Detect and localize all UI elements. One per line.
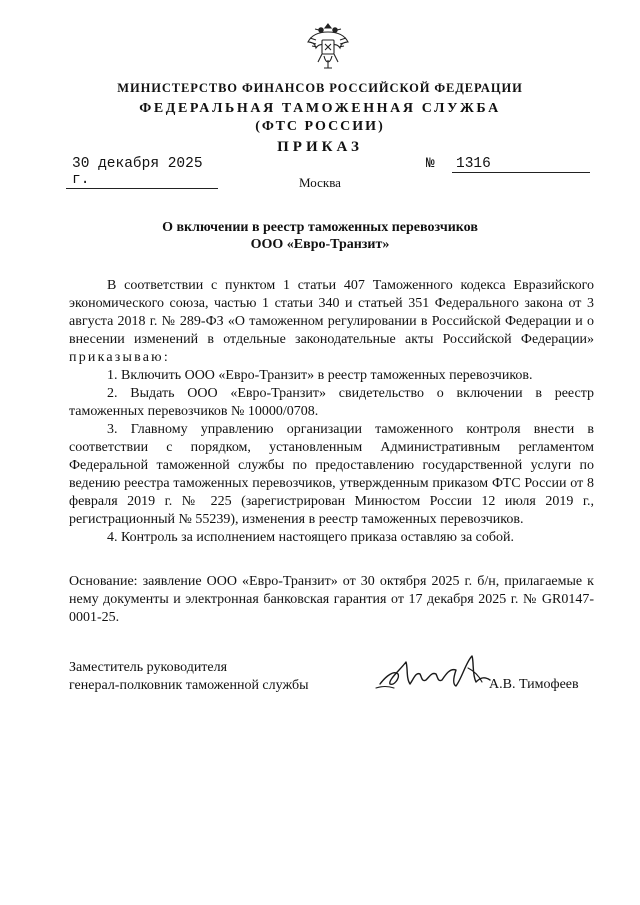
basis-paragraph: Основание: заявление ООО «Евро-Транзит» от 30 октября 2025 г. б/н, прилагаемые к нему документы и электронная банковская гарантия от 17 декабря 2025 г. № GR0147-0001-25. [69, 574, 594, 625]
document-type-title: ПРИКАЗ [277, 139, 363, 155]
order-body [69, 277, 594, 547]
service-abbreviation: (ФТС РОССИИ) [255, 119, 385, 134]
signer-position-line-1: Заместитель руководителя [69, 660, 228, 675]
preamble-paragraph [69, 277, 594, 367]
order-subject-line-2: ООО «Евро-Транзит» [250, 237, 390, 252]
order-item-1: 1. Включить ООО «Евро-Транзит» в реестр таможенных перевозчиков. [107, 368, 533, 383]
signer-position-line-2: генерал-полковник таможенной службы [69, 678, 309, 693]
order-subject-line-1: О включении в реестр таможенных перевозчиков [162, 220, 478, 235]
signer-position [69, 659, 308, 695]
signer-name: А.В. Тимофеев [489, 677, 579, 692]
order-subject [0, 219, 640, 253]
ministry-name: МИНИСТЕРСТВО ФИНАНСОВ РОССИЙСКОЙ ФЕДЕРАЦИИ [117, 81, 523, 95]
command-word: приказываю: [69, 350, 170, 365]
order-item-3: 3. Главному управлению организации таможенного контроля внести в соответствии с порядком, установленным Административным регламентом Федеральной таможенной службы по предоставлению государственной услуги по ведению реестра таможенных перевозчиков, утвержденным приказом ФТС России от 8 февраля 2019 г. № 225 (зарегистрирован Минюстом России 12 июля 2019 г., регистрационный № 55239), изменения в реестр таможенных перевозчиков. [69, 422, 594, 527]
order-item-2: 2. Выдать ООО «Евро-Транзит» свидетельство о включении в реестр таможенных перевозчиков № 10000/0708. [69, 386, 594, 419]
order-number: 1316 [452, 156, 590, 173]
handwritten-signature [372, 648, 504, 700]
order-date: 30 декабря 2025 г. [66, 156, 218, 189]
city: Москва [299, 175, 341, 190]
service-name: ФЕДЕРАЛЬНАЯ ТАМОЖЕННАЯ СЛУЖБА [139, 101, 501, 116]
preamble-text: В соответствии с пунктом 1 статьи 407 Таможенного кодекса Евразийского экономического союза, частью 1 статьи 340 и статьей 351 Федерального закона от 3 августа 2018 г. № 289-ФЗ «О таможенном регулировании в Российской Федерации и о внесении изменений в отдельные законодательные акты Российской Федерации» [69, 278, 594, 347]
double-headed-eagle-emblem-icon [306, 20, 350, 72]
number-sign: № [426, 156, 435, 172]
order-number-field [426, 156, 594, 173]
order-item-4: 4. Контроль за исполнением настоящего приказа оставляю за собой. [107, 530, 515, 545]
